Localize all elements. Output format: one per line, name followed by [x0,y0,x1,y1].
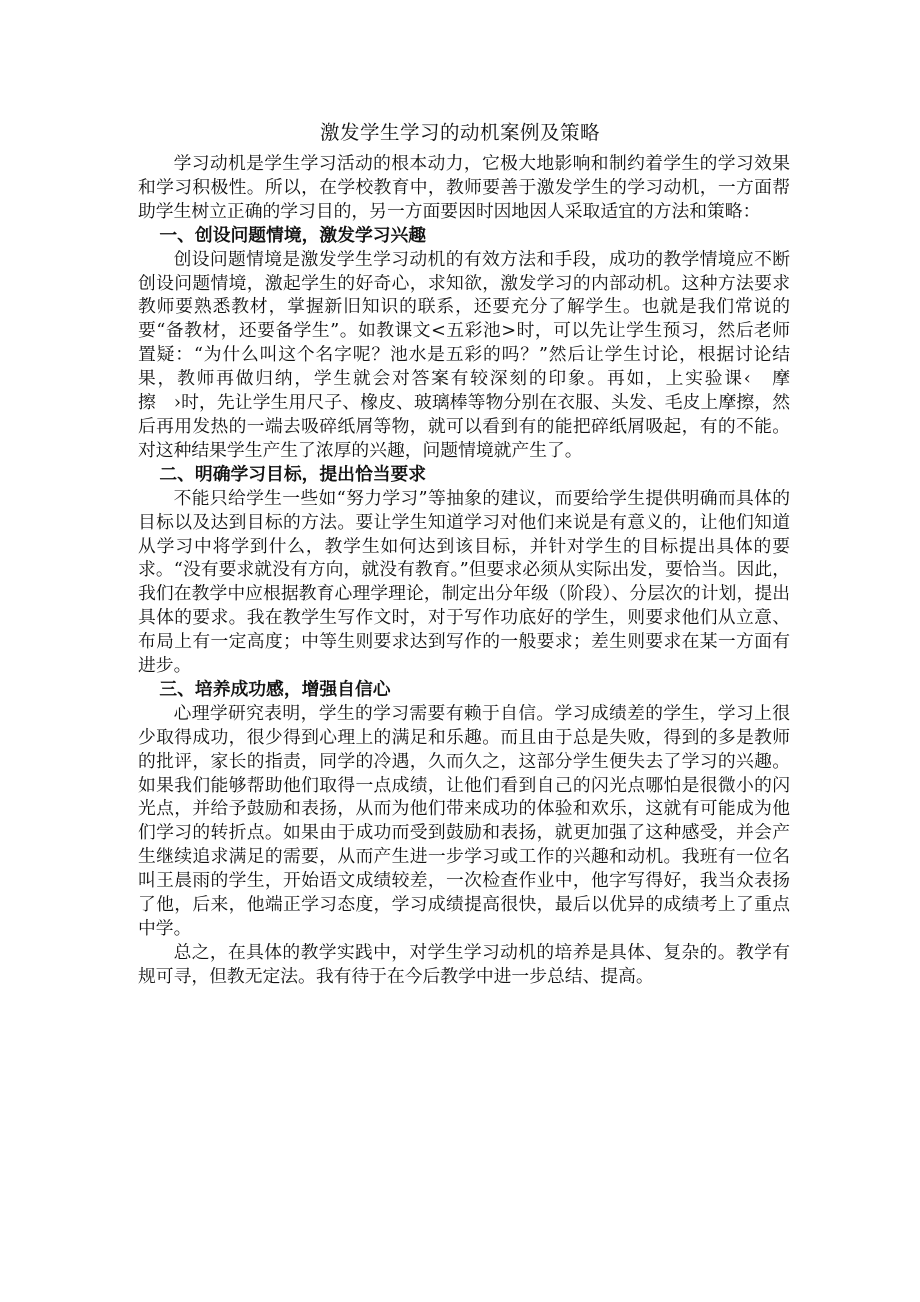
section-1-paragraph: 创设问题情境是激发学生学习动机的有效方法和手段，成功的教学情境应不断创设问题情境，激起学生的好奇心，求知欲，激发学习的内部动机。这种方法要求教师要熟悉教材，掌握新旧知识的联系，还要充分了解学生。也就是我们常说的要“备教材，还要备学生”。如教课文<五彩池>时，可以先让学生预习，然后老师置疑：“为什么叫这个名字呢？池水是五彩的吗？”然后让学生讨论，根据讨论结果，教师再做归纳，学生就会对答案有较深刻的印象。再如，上实验课‹ 摩擦 ›时，先让学生用尺子、橡皮、玻璃棒等物分别在衣服、头发、毛皮上摩擦，然后再用发热的一端去吸碎纸屑等物，就可以看到有的能把碎纸屑吸起，有的不能。对这种结果学生产生了浓厚的兴趣，问题情境就产生了。 [138,248,790,461]
section-2-heading: 二、明确学习目标，提出恰当要求 [159,463,427,485]
document-title: 激发学生学习的动机案例及策略 [319,121,600,144]
intro-paragraph: 学习动机是学生学习活动的根本动力，它极大地影响和制约着学生的学习效果和学习积极性。所以，在学校教育中，教师要善于激发学生的学习动机，一方面帮助学生树立正确的学习目的，另一方面要因时因地因人采取适宜的方法和策略： [138,153,790,222]
section-1-heading: 一、创设问题情境，激发学习兴趣 [159,224,427,246]
section-3-heading: 三、培养成功感，增强自信心 [159,678,391,700]
document-body [138,152,790,989]
conclusion-paragraph: 总之，在具体的教学实践中，对学生学习动机的培养是具体、复杂的。教学有规可寻，但教无定法。我有待于在今后教学中进一步总结、提高。 [138,941,790,987]
section-3-paragraph: 心理学研究表明，学生的学习需要有赖于自信。学习成绩差的学生，学习上很少取得成功，很少得到心理上的满足和乐趣。而且由于总是失败，得到的多是教师的批评，家长的指责，同学的冷遇，久而久之，这部分学生便失去了学习的兴趣。如果我们能够帮助他们取得一点成绩，让他们看到自己的闪光点哪怕是很微小的闪光点，并给予鼓励和表扬，从而为他们带来成功的体验和欢乐，这就有可能成为他们学习的转折点。如果由于成功而受到鼓励和表扬，就更加强了这种感受，并会产生继续追求满足的需要，从而产生进一步学习或工作的兴趣和动机。我班有一位名叫王晨雨的学生，开始语文成绩较差，一次检查作业中，他字写得好，我当众表扬了他，后来，他端正学习态度，学习成绩提高很快，最后以优异的成绩考上了重点中学。 [138,702,790,939]
section-2-paragraph: 不能只给学生一些如“努力学习”等抽象的建议，而要给学生提供明确而具体的目标以及达到目标的方法。要让学生知道学习对他们来说是有意义的，让他们知道从学习中将学到什么，教学生如何达到该目标，并针对学生的目标提出具体的要求。“没有要求就没有方向，就没有教育。”但要求必须从实际出发，要恰当。因此，我们在教学中应根据教育心理学理论，制定出分年级（阶段）、分层次的计划，提出具体的要求。我在教学生写作文时，对于写作功底好的学生，则要求他们从立意、布局上有一定高度；中等生则要求达到写作的一般要求；差生则要求在某一方面有进步。 [138,487,790,677]
